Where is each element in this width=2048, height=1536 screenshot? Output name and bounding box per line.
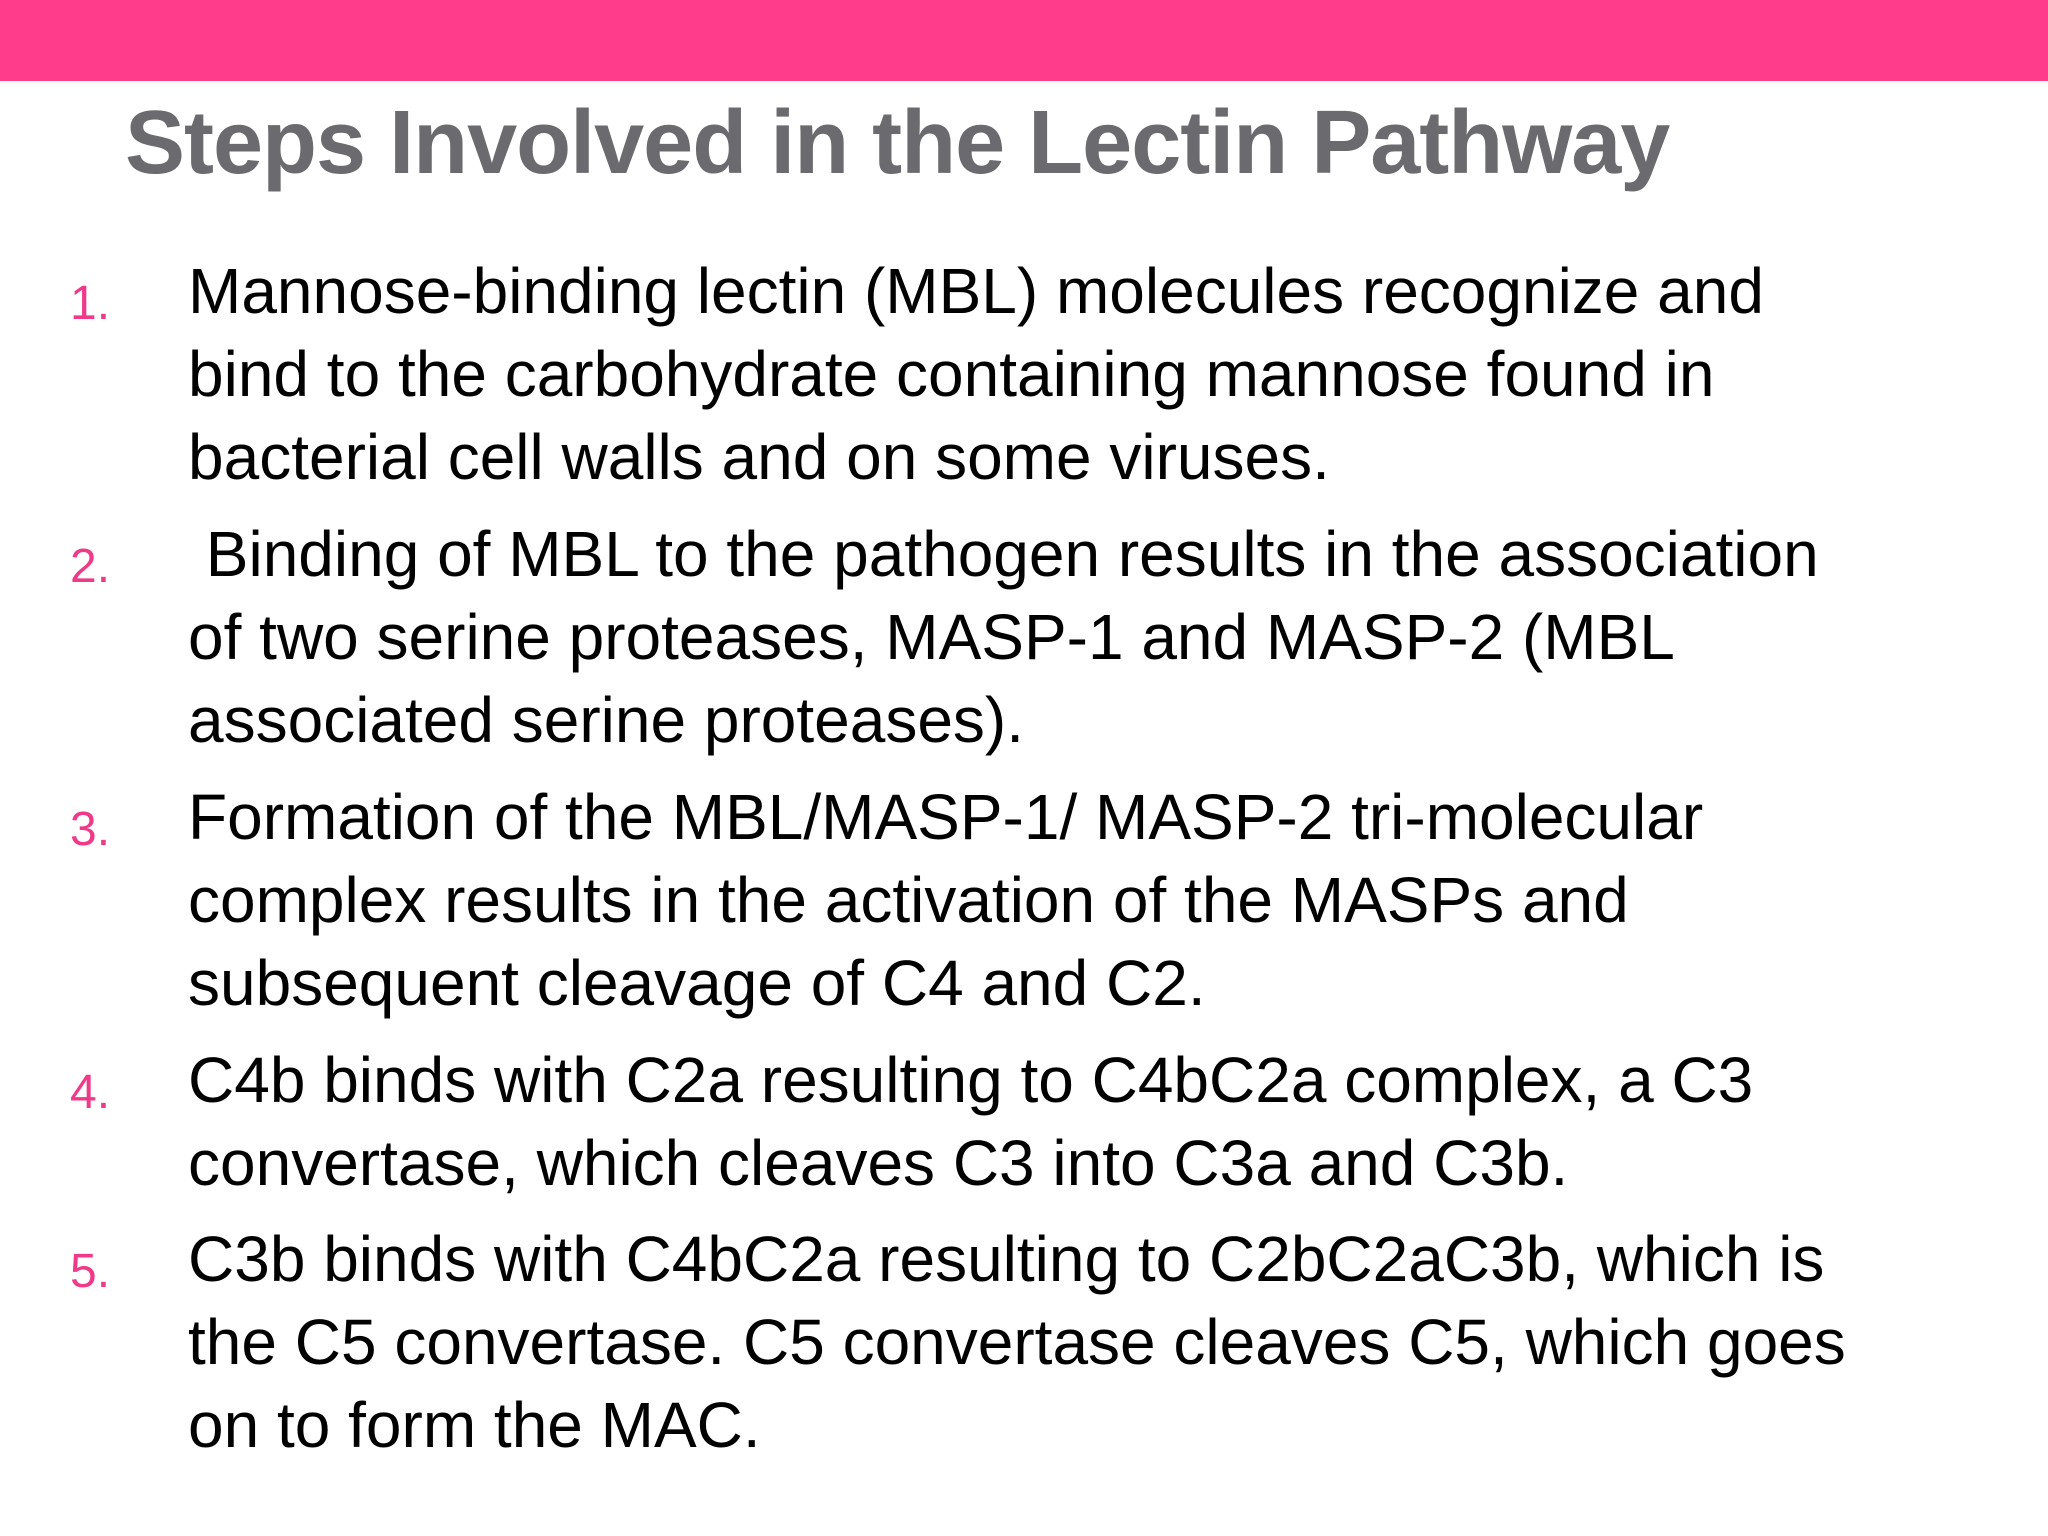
step-text xyxy=(188,1039,1988,1205)
step-text-line: on to form the MAC. xyxy=(188,1389,761,1461)
step-number: 5. xyxy=(70,1245,111,1298)
step-text-line: Mannose-binding lectin (MBL) molecules recognize and xyxy=(188,255,1764,327)
step-text xyxy=(188,1218,1988,1467)
step-text-line: of two serine proteases, MASP-1 and MASP-2 (MBL xyxy=(188,601,1675,673)
step-text-line: bacterial cell walls and on some viruses. xyxy=(188,421,1330,493)
step-text-line: C3b binds with C4bC2a resulting to C2bC2aC3b, which is xyxy=(188,1223,1825,1295)
step-number: 4. xyxy=(70,1066,111,1119)
step-text-line: complex results in the activation of the MASPs and xyxy=(188,864,1629,936)
step-text-line: the C5 convertase. C5 convertase cleaves C5, which goes xyxy=(188,1306,1846,1378)
step-text-line: subsequent cleavage of C4 and C2. xyxy=(188,947,1206,1019)
step-text-line: C4b binds with C2a resulting to C4bC2a complex, a C3 xyxy=(188,1044,1754,1116)
step-text-line: associated serine proteases). xyxy=(188,684,1024,756)
slide-title: Steps Involved in the Lectin Pathway xyxy=(125,93,1670,193)
step-text xyxy=(188,513,1988,762)
step-text xyxy=(188,250,1988,499)
step-text-line: convertase, which cleaves C3 into C3a and C3b. xyxy=(188,1127,1569,1199)
step-text-line: Formation of the MBL/MASP-1/ MASP-2 tri-molecular xyxy=(188,781,1704,853)
step-text-line: bind to the carbohydrate containing mannose found in xyxy=(188,338,1715,410)
step-text xyxy=(188,776,1988,1025)
step-number: 2. xyxy=(70,540,111,593)
step-number: 1. xyxy=(70,277,111,330)
step-number: 3. xyxy=(70,803,111,856)
step-text-line: Binding of MBL to the pathogen results in the association xyxy=(188,518,1819,590)
